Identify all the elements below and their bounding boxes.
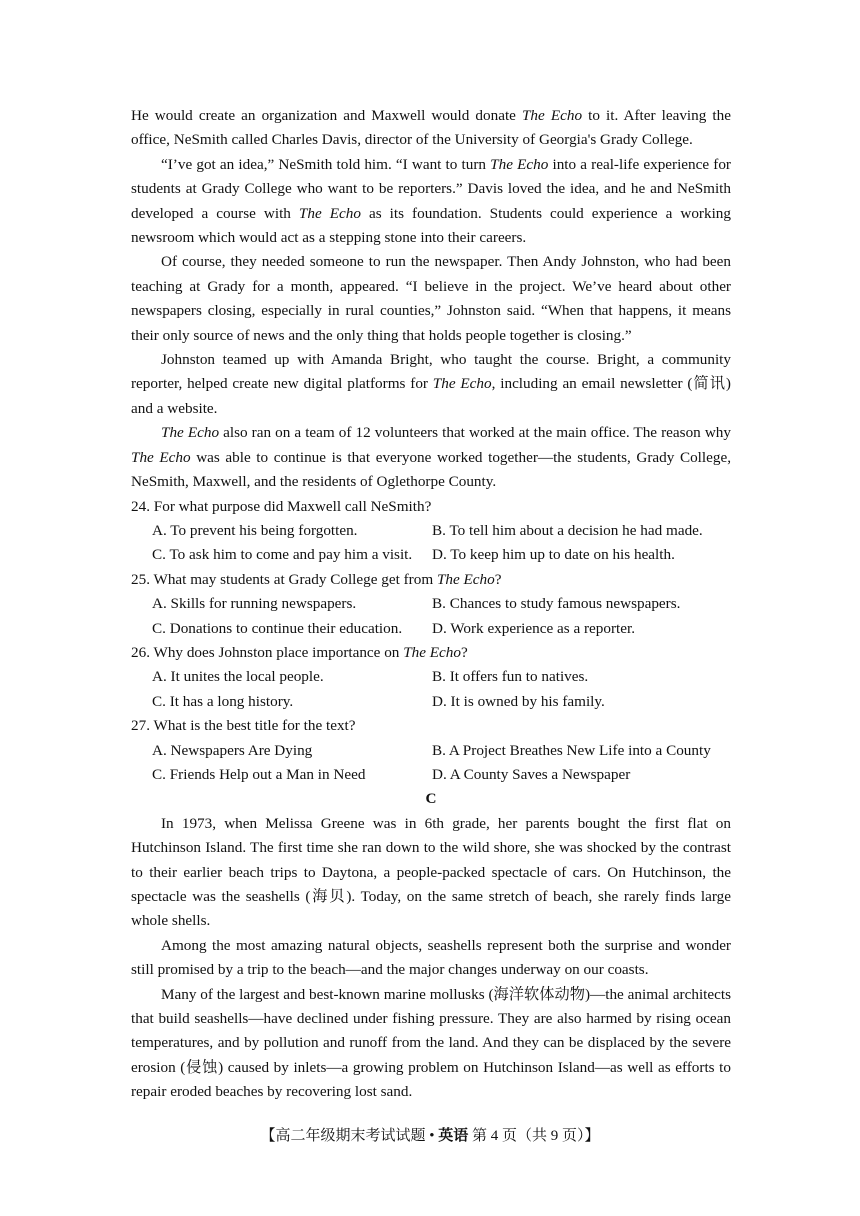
question-stem: 24. For what purpose did Maxwell call NeSmith? [131,497,432,515]
footer-page-number: 第 4 页（共 9 页） [468,1128,585,1144]
passage-b-paragraph-5: The Echo also ran on a team of 12 volunteers that worked at the main office. The reason why The Echo was able to continue is that everyone worked together—the students, Grady College, NeSmith, Maxwell, and the residents of Oglethorpe County. [131,424,731,491]
footer-open-bracket: 【 [260,1128,276,1144]
question-27 [131,714,731,787]
question-stem: 26. Why does Johnston place importance on The Echo? [131,643,468,661]
footer-close-bracket: 】 [584,1128,600,1144]
question-25 [131,568,731,641]
option-b: B. To tell him about a decision he had made. [432,521,703,539]
option-d: D. To keep him up to date on his health. [432,546,675,564]
passage-b-paragraph-4: Johnston teamed up with Amanda Bright, who taught the course. Bright, a community reporter, helped create new digital platforms for The Echo, including an email newsletter (简讯) and a website. [131,351,731,417]
option-c: C. To ask him to come and pay him a visit. [152,546,413,564]
option-a: A. Newspapers Are Dying [152,741,313,759]
page-footer [0,1125,860,1147]
section-c-heading: C [425,790,437,808]
footer-subject: 英语 [438,1128,469,1144]
option-c: C. Friends Help out a Man in Need [152,765,366,783]
question-24 [131,495,731,568]
question-26 [131,641,731,714]
passage-c-paragraph-2: Among the most amazing natural objects, seashells represent both the surprise and wonder still promised by a trip to the beach—and the major changes underway on our coasts. [131,936,731,979]
passage-c-paragraph-1: In 1973, when Melissa Greene was in 6th grade, her parents bought the first flat on Hutchinson Island. The first time she ran down to the wild shore, she was shocked by the contrast to their earlier beach trips to Daytona, a people-packed spectacle of cars. On Hutchinson, the spectacle was the seashells (海贝). Today, on the same stretch of beach, she rarely finds large whole shells. [131,814,731,930]
passage-b-paragraph-2: “I’ve got an idea,” NeSmith told him. “I want to turn The Echo into a real-life experience for students at Grady College who want to be reporters.” Davis loved the idea, and he and NeSmith developed a course with The Echo as its foundation. Students could experience a working newsroom which would act as a stepping stone into their careers. [131,155,731,247]
option-a: A. To prevent his being forgotten. [152,521,358,539]
option-c: C. Donations to continue their education. [152,619,403,637]
passage-c-paragraph-3: Many of the largest and best-known marine mollusks (海洋软体动物)—the animal architects that build seashells—have declined under fishing pressure. They are also harmed by rising ocean temperatures, and by pollution and runoff from the land. And they can be displaced by the severe erosion (侵蚀) caused by inlets—a growing problem on Hutchinson Island—as well as efforts to repair eroded beaches by recovering lost sand. [131,985,731,1101]
option-d: D. It is owned by his family. [432,692,605,710]
answer-options [131,739,731,788]
answer-options [131,519,731,568]
option-a: A. Skills for running newspapers. [152,595,357,613]
question-stem: 27. What is the best title for the text? [131,717,356,735]
footer-separator: • [425,1128,439,1144]
answer-options [131,665,731,714]
option-c: C. It has a long history. [152,692,294,710]
answer-options [131,592,731,641]
option-b: B. It offers fun to natives. [432,668,589,686]
page-content [131,104,731,1105]
option-b: B. Chances to study famous newspapers. [432,595,681,613]
passage-b-paragraph-1: He would create an organization and Maxwell would donate The Echo to it. After leaving the office, NeSmith called Charles Davis, director of the University of Georgia's Grady College. [131,107,731,149]
footer-exam-title: 高二年级期末考试试题 [275,1128,426,1144]
passage-b-paragraph-3: Of course, they needed someone to run the newspaper. Then Andy Johnston, who had been teaching at Grady for a month, appeared. “I believe in the project. We’ve heard about other newspapers closing, especially in rural counties,” Johnston said. “When that happens, it means their only source of news and the only thing that holds people together is closing.” [131,253,731,344]
option-b: B. A Project Breathes New Life into a County [432,741,711,759]
option-d: D. Work experience as a reporter. [432,619,636,637]
option-d: D. A County Saves a Newspaper [432,765,631,783]
option-a: A. It unites the local people. [152,668,324,686]
question-stem: 25. What may students at Grady College get from The Echo? [131,570,502,588]
